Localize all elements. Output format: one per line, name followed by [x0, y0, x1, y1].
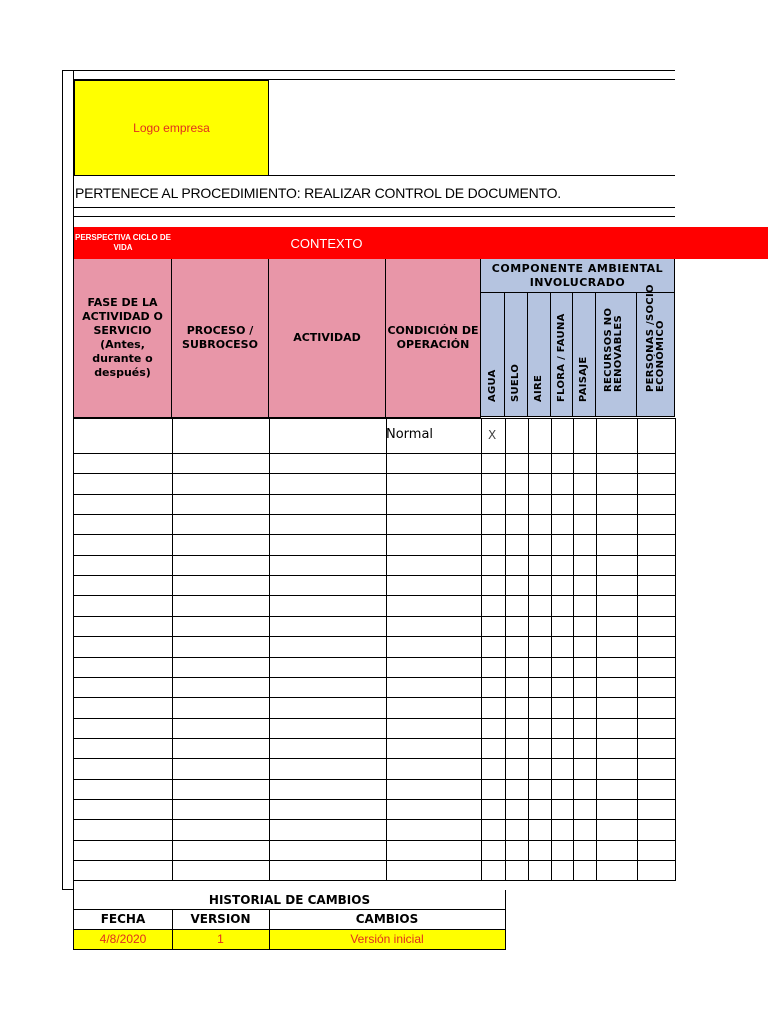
column-line: [528, 418, 529, 881]
history-line: [74, 929, 505, 930]
history-version-value: 1: [172, 930, 269, 949]
row-line: [74, 738, 675, 739]
condition-column-header: CONDICIÓN DE OPERACIÓN: [386, 259, 481, 418]
column-line: [505, 418, 506, 881]
component-personas-label: PERSONAS /SOCIO ECONÓMICO: [644, 284, 666, 392]
row-line: [74, 418, 675, 419]
column-line: [386, 418, 387, 881]
table-bottom-line: [74, 880, 675, 881]
history-line: [74, 949, 505, 950]
column-line: [675, 418, 676, 881]
frame-top-line: [62, 70, 675, 71]
history-line: [74, 909, 505, 910]
column-line: [172, 418, 173, 881]
component-paisaje-header: [573, 293, 596, 417]
row-line: [74, 697, 675, 698]
history-changes-header: CAMBIOS: [355, 912, 419, 926]
red-header-extension: [481, 227, 768, 259]
row-line: [74, 758, 675, 759]
row-line: [74, 718, 675, 719]
column-line: [481, 418, 482, 881]
context-header: CONTEXTO: [172, 227, 481, 259]
component-aire-label: AIRE: [533, 374, 544, 402]
column-line: [637, 418, 638, 881]
row-line: [74, 494, 675, 495]
history-line: [172, 909, 173, 950]
history-date-value: 4/8/2020: [74, 930, 172, 949]
component-recursos-label: RECURSOS NO RENOVABLES: [603, 307, 624, 392]
component-recursos-header: [596, 293, 637, 417]
condition-cell-value: Normal: [386, 427, 434, 442]
history-line: [269, 909, 270, 950]
history-line: [505, 890, 506, 950]
row-line: [74, 473, 675, 474]
component-agua-header: [481, 293, 505, 417]
environmental-component-header: COMPONENTE AMBIENTAL INVOLUCRADO: [481, 259, 675, 293]
component-personas-header: [637, 284, 675, 417]
process-column-header: PROCESO / SUBROCESO: [172, 259, 269, 418]
row-line: [74, 453, 675, 454]
perspective-header: PERSPECTIVA CICLO DE VIDA: [74, 227, 172, 259]
activity-column-header: ACTIVIDAD: [269, 259, 386, 418]
phase-column-header: FASE DE LA ACTIVIDAD O SERVICIO (Antes, durante o después): [74, 259, 172, 418]
history-version-header: VERSION: [190, 912, 251, 926]
history-changes-value: Versión inicial: [269, 930, 505, 949]
row-line: [74, 819, 675, 820]
row-line: [74, 657, 675, 658]
procedure-bottom-line-2: [74, 216, 675, 217]
column-line: [269, 418, 270, 881]
column-line: [596, 418, 597, 881]
header-divider-line: [268, 175, 675, 176]
component-agua-label: AGUA: [486, 369, 498, 402]
row-line: [74, 555, 675, 556]
component-suelo-header: [505, 293, 528, 417]
row-line: [74, 534, 675, 535]
row-line: [74, 677, 675, 678]
component-flora-fauna-label: FLORA / FAUNA: [555, 313, 567, 402]
column-line: [551, 418, 552, 881]
history-title: HISTORIAL DE CAMBIOS: [208, 893, 371, 907]
frame-left-line: [62, 70, 63, 890]
component-paisaje-label: PAISAJE: [578, 356, 589, 402]
component-aire-header: [528, 293, 551, 417]
agua-cell-mark: X: [488, 428, 497, 442]
component-suelo-label: SUELO: [510, 363, 521, 402]
column-line: [573, 418, 574, 881]
row-line: [74, 860, 675, 861]
row-line: [74, 799, 675, 800]
company-logo-placeholder: Logo empresa: [74, 80, 269, 176]
row-line: [74, 779, 675, 780]
frame-inner-left-line: [73, 70, 74, 890]
component-flora-fauna-header: [551, 293, 573, 417]
row-line: [74, 514, 675, 515]
history-date-header: FECHA: [100, 912, 146, 926]
row-line: [74, 616, 675, 617]
history-line: [73, 890, 74, 950]
row-line: [74, 840, 675, 841]
row-line: [74, 575, 675, 576]
procedure-bottom-line: [74, 207, 675, 208]
procedure-title: PERTENECE AL PROCEDIMIENTO: REALIZAR CONTROL DE DOCUMENTO.: [75, 185, 562, 201]
row-line: [74, 636, 675, 637]
row-line: [74, 595, 675, 596]
